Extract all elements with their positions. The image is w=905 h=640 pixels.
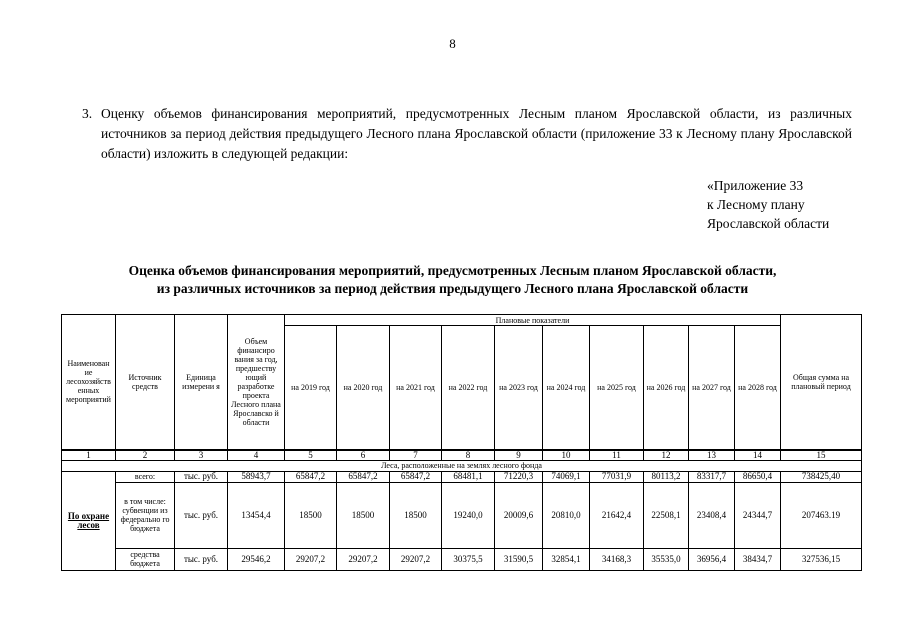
column-number: 4: [228, 450, 285, 461]
row-value-2024: 74069,1: [543, 471, 590, 482]
row-value-2028: 38434,7: [735, 548, 781, 570]
row-prior-volume: 29546,2: [228, 548, 285, 570]
section-title: Леса, расположенные на землях лесного фонда: [62, 460, 862, 471]
table-row: [62, 548, 862, 570]
column-number: 7: [390, 450, 442, 461]
column-number: 6: [337, 450, 390, 461]
row-value-2023: 71220,3: [495, 471, 543, 482]
row-unit: тыс. руб.: [175, 548, 228, 570]
column-number: 14: [735, 450, 781, 461]
row-value-2022: 19240,0: [442, 482, 495, 548]
header-prior-volume: Объем финансиро вания за год, предшеству ющий разработке проекта Лесного плана Ярославско й области: [228, 315, 285, 450]
header-year-2026: на 2026 год: [644, 326, 689, 450]
paragraph-text: Оценку объемов финансирования мероприятий, предусмотренных Лесным планом Ярославской области, из различных источников за период действия предыдущего Лесного плана Ярославской области (приложение 33 к Лесному плану Ярославской области) изложить в следующей редакции:: [101, 106, 852, 161]
row-value-2026: 80113,2: [644, 471, 689, 482]
table-row: [62, 471, 862, 482]
row-value-2025: 34168,3: [590, 548, 644, 570]
section-row: [62, 460, 862, 471]
row-value-2022: 30375,5: [442, 548, 495, 570]
header-year-2020: на 2020 год: [337, 326, 390, 450]
row-value-2023: 20009,6: [495, 482, 543, 548]
row-value-2026: 22508,1: [644, 482, 689, 548]
row-value-2026: 35535,0: [644, 548, 689, 570]
row-value-2020: 65847,2: [337, 471, 390, 482]
column-number: 5: [285, 450, 337, 461]
table-row: [62, 482, 862, 548]
column-number: 2: [116, 450, 175, 461]
financing-table: [61, 314, 862, 571]
row-source: средства бюджета: [116, 548, 175, 570]
page-number: 8: [449, 36, 456, 51]
header-source: Источник средств: [116, 315, 175, 450]
amendment-paragraph: [82, 104, 852, 164]
header-total: Общая сумма на плановый период: [781, 315, 862, 450]
row-value-2019: 18500: [285, 482, 337, 548]
header-year-2021: на 2021 год: [390, 326, 442, 450]
header-planned-indicators: Плановые показатели: [285, 315, 781, 326]
row-value-2027: 23408,4: [689, 482, 735, 548]
row-value-2027: 36956,4: [689, 548, 735, 570]
appendix-line-2: к Лесному плану: [707, 197, 805, 212]
row-value-2024: 20810,0: [543, 482, 590, 548]
header-year-2027: на 2027 год: [689, 326, 735, 450]
row-prior-volume: 13454,4: [228, 482, 285, 548]
row-value-2028: 86650,4: [735, 471, 781, 482]
row-value-2025: 21642,4: [590, 482, 644, 548]
appendix-line-1: «Приложение 33: [707, 178, 804, 193]
row-source: в том числе: субвенции из федерально го бюджета: [116, 482, 175, 548]
row-value-2022: 68481,1: [442, 471, 495, 482]
row-total: 327536,15: [781, 548, 862, 570]
header-year-2025: на 2025 год: [590, 326, 644, 450]
header-year-2024: на 2024 год: [543, 326, 590, 450]
paragraph-number: 3.: [82, 106, 93, 121]
header-year-2019: на 2019 год: [285, 326, 337, 450]
table-heading-line-1: Оценка объемов финансирования мероприятий, предусмотренных Лесным планом Ярославской области,: [128, 263, 777, 278]
row-unit: тыс. руб.: [175, 482, 228, 548]
column-number: 9: [495, 450, 543, 461]
column-number: 8: [442, 450, 495, 461]
row-value-2021: 29207,2: [390, 548, 442, 570]
row-value-2028: 24344,7: [735, 482, 781, 548]
row-total: 207463.19: [781, 482, 862, 548]
column-number: 12: [644, 450, 689, 461]
table-heading-line-2: из различных источников за период действия предыдущего Лесного плана Ярославской области: [156, 281, 749, 296]
row-value-2020: 18500: [337, 482, 390, 548]
header-year-2028: на 2028 год: [735, 326, 781, 450]
column-number: 10: [543, 450, 590, 461]
column-number: 15: [781, 450, 862, 461]
column-number: 11: [590, 450, 644, 461]
row-prior-volume: 58943,7: [228, 471, 285, 482]
column-number: 1: [62, 450, 116, 461]
row-value-2025: 77031,9: [590, 471, 644, 482]
header-activity-name: Наименован ие лесохозяйств енных мероприятий: [62, 315, 116, 450]
column-number: 13: [689, 450, 735, 461]
row-value-2027: 83317,7: [689, 471, 735, 482]
row-unit: тыс. руб.: [175, 471, 228, 482]
row-value-2019: 29207,2: [285, 548, 337, 570]
column-number-row: [62, 450, 862, 461]
row-value-2023: 31590,5: [495, 548, 543, 570]
column-number: 3: [175, 450, 228, 461]
row-value-2019: 65847,2: [285, 471, 337, 482]
header-year-2022: на 2022 год: [442, 326, 495, 450]
row-value-2021: 18500: [390, 482, 442, 548]
table-heading: [0, 262, 905, 298]
appendix-reference: [707, 176, 829, 233]
category-forest-protection: По охране лесов: [62, 471, 116, 570]
row-total: 738425,40: [781, 471, 862, 482]
header-year-2023: на 2023 год: [495, 326, 543, 450]
header-unit: Единица измерени я: [175, 315, 228, 450]
appendix-line-3: Ярославской области: [707, 216, 830, 231]
row-value-2021: 65847,2: [390, 471, 442, 482]
row-value-2024: 32854,1: [543, 548, 590, 570]
row-source: всего:: [116, 471, 175, 482]
row-value-2020: 29207,2: [337, 548, 390, 570]
